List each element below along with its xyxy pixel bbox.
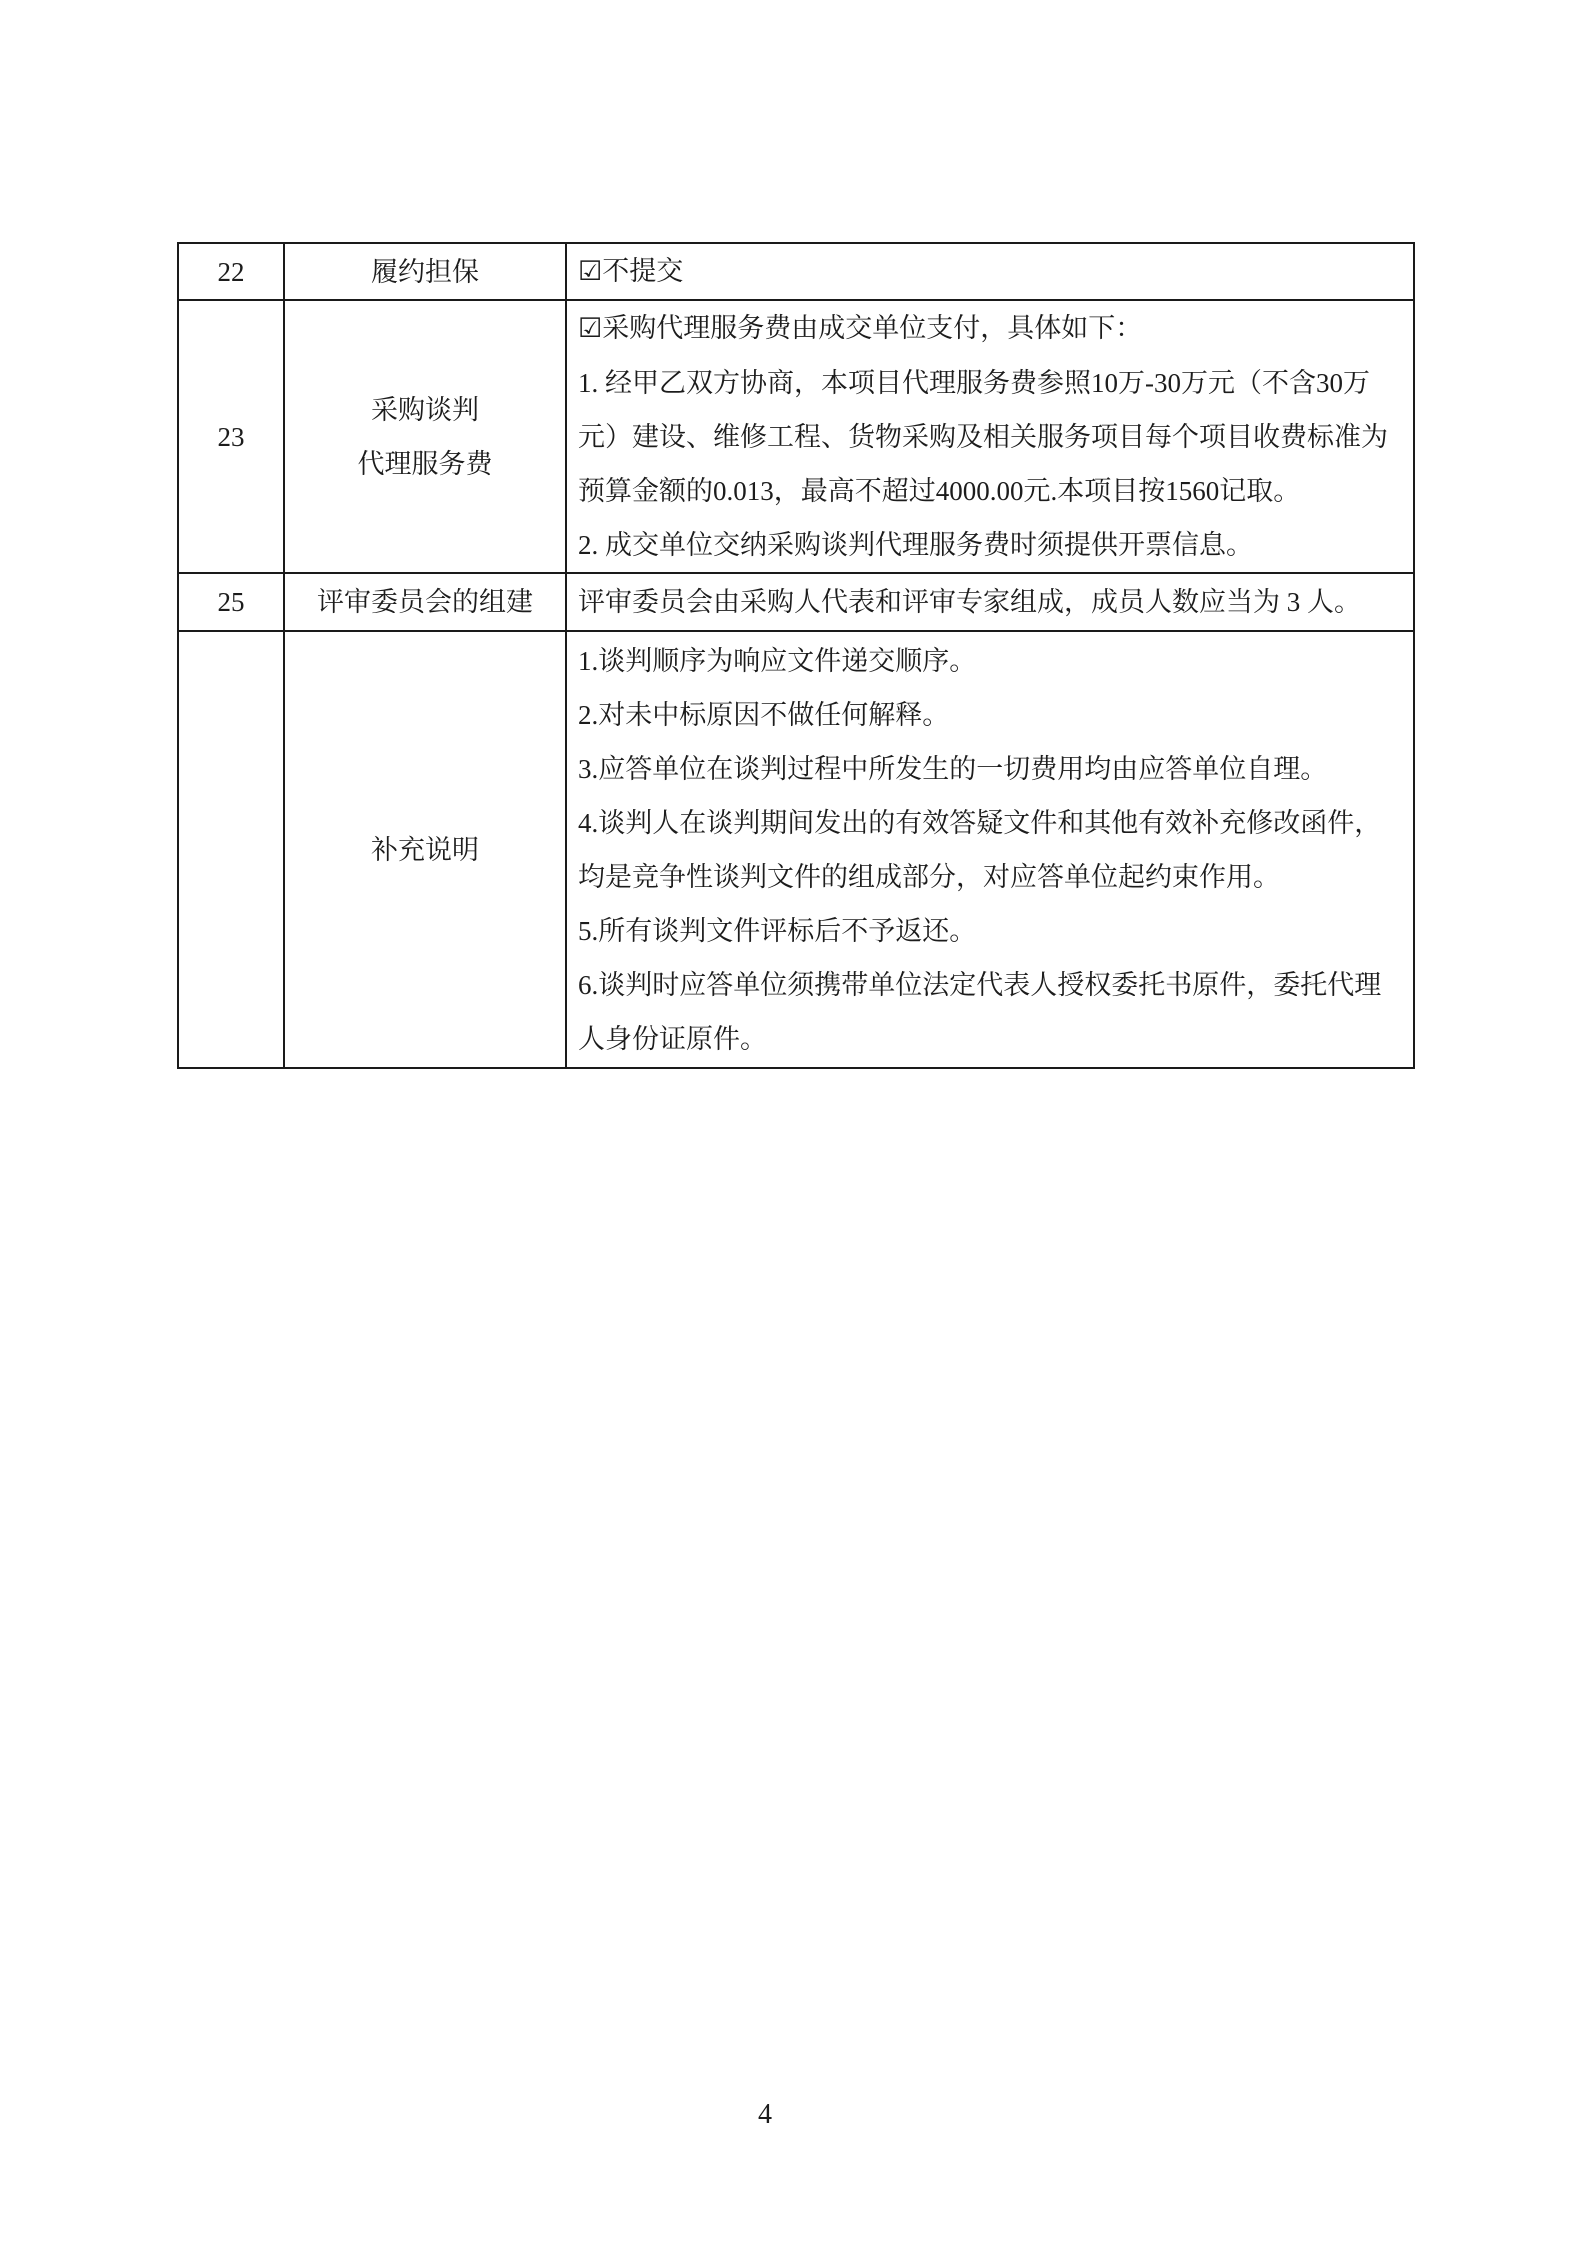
- row-content-cell: [566, 573, 1414, 631]
- content-line: 2.对未中标原因不做任何解释。: [578, 699, 950, 730]
- procurement-terms-table: [177, 242, 1415, 1069]
- row-content-cell: [566, 243, 1414, 300]
- row-label: 履约担保: [371, 256, 479, 287]
- row-label-cell: [284, 573, 566, 631]
- row-label-cell: [284, 300, 566, 573]
- row-label-cell: [284, 243, 566, 300]
- content-line: 6.谈判时应答单位须携带单位法定代表人授权委托书原件，委托代理人身份证原件。: [578, 969, 1382, 1054]
- row-content-cell: [566, 631, 1414, 1068]
- content-line: 5.所有谈判文件评标后不予返还。: [578, 915, 977, 946]
- table-row-22: [178, 243, 1414, 300]
- page-number: 4: [758, 2099, 772, 2130]
- content-line: [578, 244, 1402, 299]
- content-line: 4.谈判人在谈判期间发出的有效答疑文件和其他有效补充修改函件，均是竞争性谈判文件的组成部分，对应答单位起约束作用。: [578, 807, 1382, 892]
- row-number: 22: [217, 256, 245, 287]
- checked-checkbox-icon: ☑: [578, 313, 603, 344]
- content-line: 2. 成交单位交纳采购谈判代理服务费时须提供开票信息。: [578, 530, 1253, 560]
- content-line: 评审委员会由采购人代表和评审专家组成，成员人数应当为 3 人。: [578, 587, 1361, 617]
- row-number: 25: [217, 587, 245, 617]
- row-label-line: 代理服务费: [357, 448, 493, 479]
- content-line: 1.谈判顺序为响应文件递交顺序。: [578, 645, 977, 676]
- row-label-cell: [284, 631, 566, 1068]
- row-number-cell: [178, 300, 284, 573]
- table-row-23: [178, 300, 1414, 573]
- row-number-cell: [178, 631, 284, 1068]
- content-text: 采购代理服务费由成交单位支付，具体如下：: [602, 313, 1143, 343]
- row-label: 补充说明: [371, 834, 479, 865]
- content-text: 不提交: [602, 256, 684, 286]
- row-number-cell: [178, 573, 284, 631]
- table-row-25: [178, 573, 1414, 631]
- content-line: [578, 301, 1402, 356]
- row-number-cell: [178, 243, 284, 300]
- content-line: 3.应答单位在谈判过程中所发生的一切费用均由应答单位自理。: [578, 753, 1328, 784]
- row-content-cell: [566, 300, 1414, 573]
- checked-checkbox-icon: ☑: [578, 256, 603, 287]
- content-line: 1. 经甲乙双方协商，本项目代理服务费参照10万-30万元（不含30万元）建设、维修工程、货物采购及相关服务项目每个项目收费标准为预算金额的0.013，最高不超过4000.00元.本项目按1560记取。: [578, 368, 1388, 506]
- row-label: 评审委员会的组建: [317, 587, 533, 617]
- table-row-supplement: [178, 631, 1414, 1068]
- row-number: 23: [217, 421, 245, 452]
- row-label-line: 采购谈判: [371, 394, 479, 425]
